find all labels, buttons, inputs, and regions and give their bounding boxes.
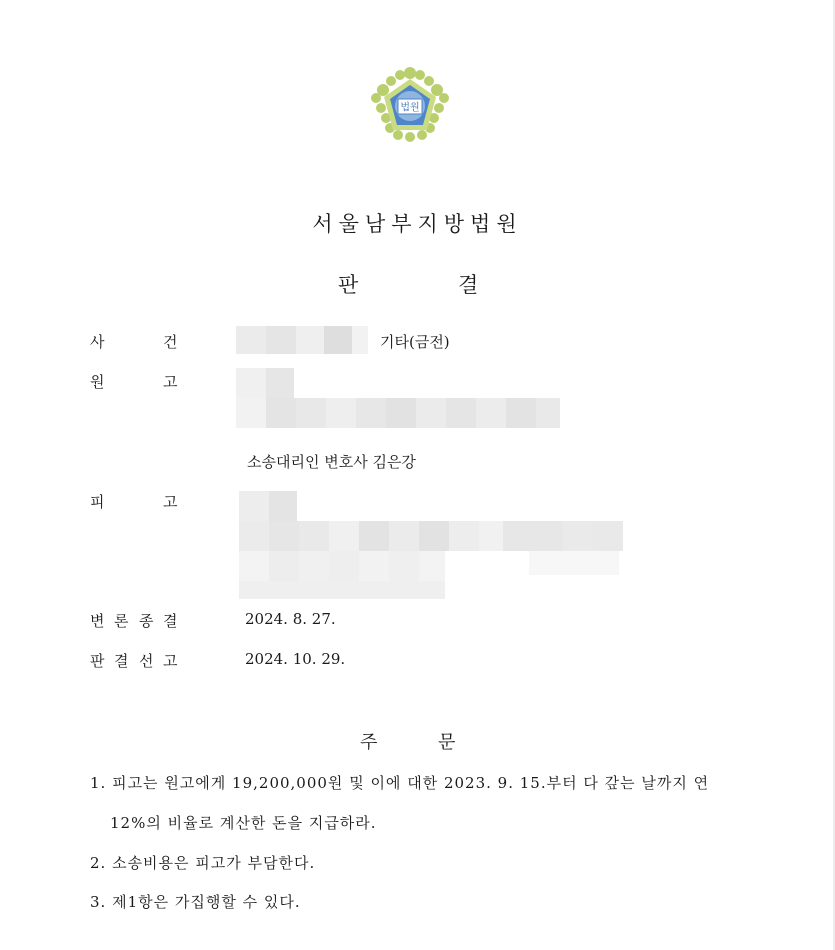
label-decision-4: 고 (163, 652, 178, 670)
label-case-2: 건 (163, 333, 178, 351)
plaintiff-attorney: 소송대리인 변호사 김은강 (247, 453, 416, 471)
court-seal (370, 66, 450, 142)
order-item-1: 1. 피고는 원고에게 19,200,000원 및 이에 대한 2023. 9. 15.부터 다 갚는 날까지 연 (90, 774, 710, 792)
doc-title-2: 결 (458, 273, 479, 297)
close-date: 2024. 8. 27. (245, 610, 336, 628)
order-heading-1: 주 (360, 732, 378, 753)
redacted-case-number (236, 326, 368, 354)
order-heading-2: 문 (438, 732, 456, 753)
label-decision-2: 결 (114, 652, 129, 670)
court-name: 서울남부지방법원 (312, 212, 523, 236)
order-item-1-cont: 12%의 비율로 계산한 돈을 지급하라. (110, 814, 377, 832)
label-defendant-1: 피 (90, 493, 105, 511)
doc-title-1: 판 (338, 273, 359, 297)
label-plaintiff-2: 고 (163, 373, 178, 391)
case-type: 기타(금전) (380, 333, 450, 351)
label-close-2: 론 (114, 612, 129, 630)
order-item-2: 2. 소송비용은 피고가 부담한다. (90, 854, 316, 872)
label-case-1: 사 (90, 333, 105, 351)
seal-text: 법원 (400, 102, 420, 114)
decision-date: 2024. 10. 29. (245, 650, 346, 668)
redacted-plaintiff (236, 368, 560, 428)
label-close-1: 변 (90, 612, 105, 630)
label-defendant-2: 고 (163, 493, 178, 511)
redacted-defendant (239, 491, 623, 599)
label-close-4: 결 (163, 612, 178, 630)
label-close-3: 종 (139, 612, 154, 630)
order-item-3: 3. 제1항은 가집행할 수 있다. (90, 893, 301, 911)
label-decision-1: 판 (90, 652, 105, 670)
label-decision-3: 선 (139, 652, 154, 670)
label-plaintiff-1: 원 (90, 373, 105, 391)
